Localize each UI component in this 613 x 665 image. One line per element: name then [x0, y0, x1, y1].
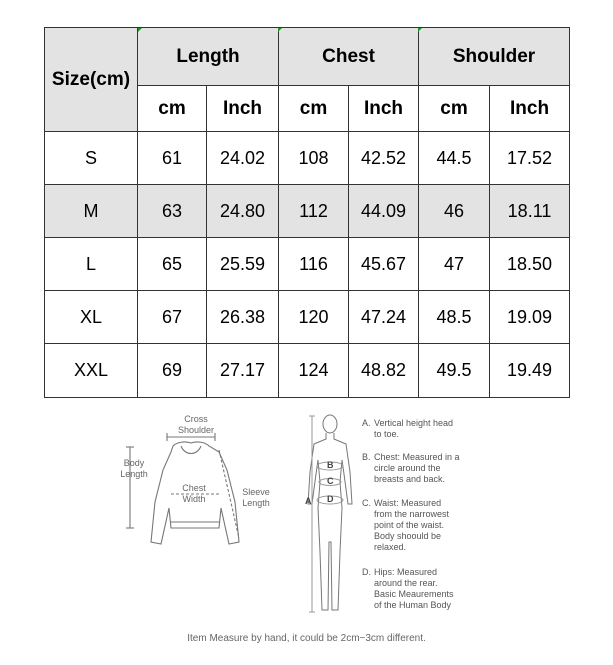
note-letter: A.: [362, 418, 371, 428]
sleeve-length-label: Sleeve Length: [242, 487, 270, 508]
table-cell: 120: [279, 291, 349, 344]
size-label: S: [45, 132, 138, 185]
note-letter: D.: [362, 567, 371, 577]
table-cell: 69: [138, 344, 207, 398]
length-header: Length: [138, 28, 279, 86]
unit-header: cm: [279, 86, 349, 132]
chest-header: Chest: [279, 28, 419, 86]
table-cell: 61: [138, 132, 207, 185]
table-cell: 26.38: [207, 291, 279, 344]
table-cell: 65: [138, 238, 207, 291]
table-row: [45, 132, 570, 185]
table-row: [45, 185, 570, 238]
table-cell: 112: [279, 185, 349, 238]
size-label: M: [45, 185, 138, 238]
body-length-label: Body Length: [120, 458, 148, 479]
table-cell: 19.09: [490, 291, 570, 344]
cross-shoulder-label: Cross Shoulder: [177, 414, 215, 435]
note-d: [362, 567, 472, 611]
table-cell: 49.5: [419, 344, 490, 398]
unit-header: Inch: [207, 86, 279, 132]
note-b: [362, 452, 472, 485]
table-cell: 18.11: [490, 185, 570, 238]
body-measure-diagram: [300, 412, 360, 622]
table-cell: 63: [138, 185, 207, 238]
table-cell: 67: [138, 291, 207, 344]
table-cell: 42.52: [349, 132, 419, 185]
table-cell: 46: [419, 185, 490, 238]
marker-c: C: [327, 476, 334, 486]
table-cell: 17.52: [490, 132, 570, 185]
unit-header: Inch: [490, 86, 570, 132]
marker-d: D: [327, 494, 334, 504]
table-cell: 24.80: [207, 185, 279, 238]
size-header: Size(cm): [45, 28, 138, 132]
unit-header: Inch: [349, 86, 419, 132]
corner-mark-icon: [278, 28, 282, 32]
table-cell: 44.09: [349, 185, 419, 238]
table-row: [45, 238, 570, 291]
table-cell: 47.24: [349, 291, 419, 344]
marker-b: B: [327, 460, 334, 470]
size-label: XXL: [45, 344, 138, 398]
size-label: XL: [45, 291, 138, 344]
table-cell: 18.50: [490, 238, 570, 291]
table-cell: 47: [419, 238, 490, 291]
table-cell: 124: [279, 344, 349, 398]
note-letter: B.: [362, 452, 371, 462]
table-row: [45, 344, 570, 398]
table-cell: 24.02: [207, 132, 279, 185]
chest-width-label: Chest Width: [182, 483, 206, 504]
corner-mark-icon: [138, 28, 142, 32]
note-letter: C.: [362, 498, 371, 508]
shoulder-header: Shoulder: [419, 28, 570, 86]
note-text: Hips: Measured around the rear. Basic Meaurements of the Human Body: [374, 567, 454, 610]
table-cell: 27.17: [207, 344, 279, 398]
table-cell: 116: [279, 238, 349, 291]
corner-mark-icon: [418, 28, 422, 32]
table-cell: 108: [279, 132, 349, 185]
unit-header: cm: [138, 86, 207, 132]
table-cell: 44.5: [419, 132, 490, 185]
marker-a: A: [305, 496, 312, 506]
measurement-footnote: Item Measure by hand, it could be 2cm~3cm different.: [187, 633, 426, 644]
size-chart-table: [44, 27, 570, 398]
note-text: Chest: Measured in a circle around the breasts and back.: [374, 452, 460, 484]
note-a: [362, 418, 472, 440]
size-label: L: [45, 238, 138, 291]
table-cell: 45.67: [349, 238, 419, 291]
unit-header: cm: [419, 86, 490, 132]
table-cell: 19.49: [490, 344, 570, 398]
table-row: [45, 291, 570, 344]
note-text: Vertical height head to toe.: [374, 418, 454, 439]
note-text: Waist: Measured from the narrowest point of the waist. Body shoould be relaxed.: [374, 498, 450, 552]
note-c: [362, 498, 472, 553]
table-cell: 48.5: [419, 291, 490, 344]
table-cell: 48.82: [349, 344, 419, 398]
table-cell: 25.59: [207, 238, 279, 291]
